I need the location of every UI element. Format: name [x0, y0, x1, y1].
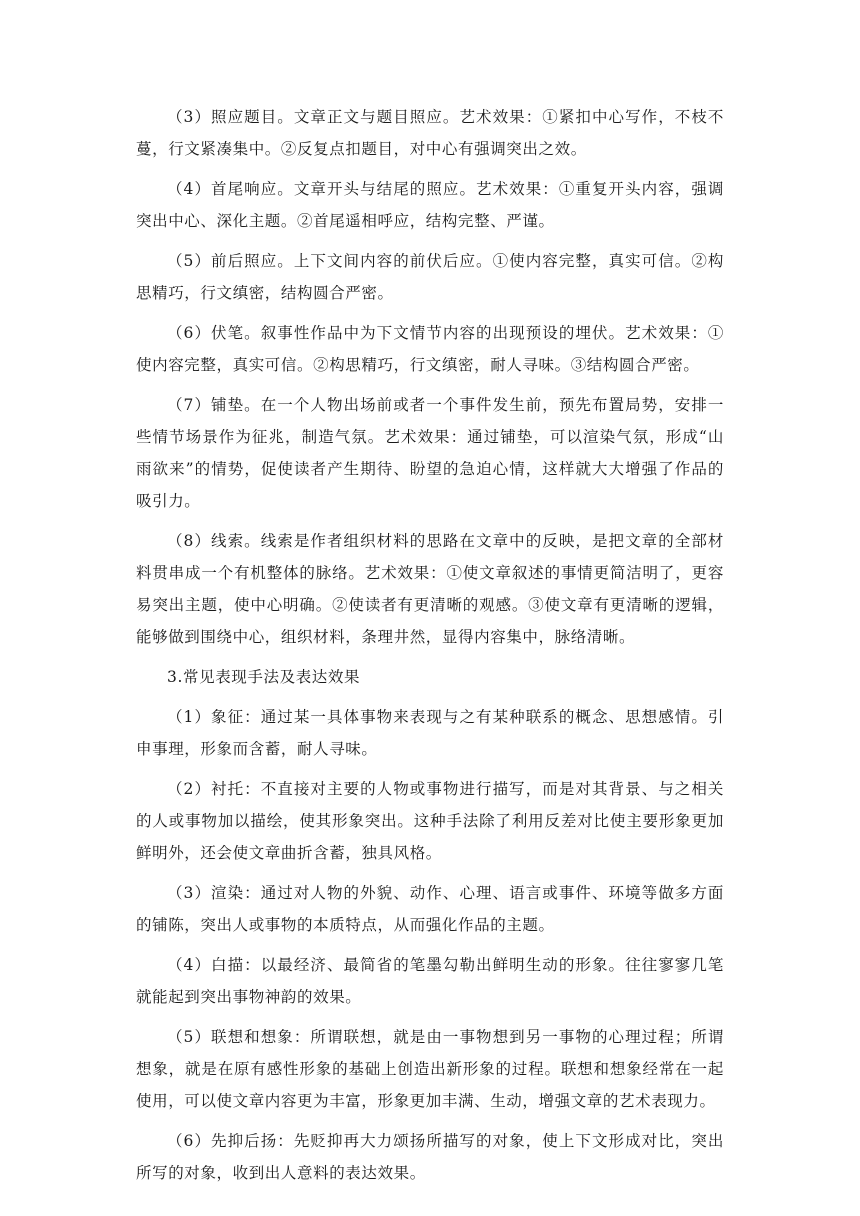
paragraph-clue: （8）线索。线索是作者组织材料的思路在文章中的反映，是把文章的全部材料贯串成一个有机整体的脉络。艺术效果：①使文章叙述的事情更简洁明了，更容易突出主题，使中心明确。②使读者有更清晰的观感。③使文章有更清晰的逻辑，能够做到围绕中心，组织材料，条理井然，显得内容集中，脉络清晰。	[136, 532, 724, 646]
paragraph-contrast: （2）衬托：不直接对主要的人物或事物进行描写，而是对其背景、与之相关的人或事物加以描绘，使其形象突出。这种手法除了利用反差对比使主要形象更加鲜明外，还会使文章曲折含蓄，独具风格。	[136, 780, 724, 862]
paragraph-suppress-then-praise: （6）先抑后扬：先贬抑再大力颂扬所描写的对象，使上下文形成对比，突出所写的对象，收到出人意料的表达效果。	[136, 1132, 724, 1182]
paragraph-line-drawing: （4）白描：以最经济、最简省的笔墨勾勒出鲜明生动的形象。往往寥寥几笔就能起到突出事物神韵的效果。	[136, 956, 724, 1006]
paragraph-head-tail-echo: （4）首尾响应。文章开头与结尾的照应。艺术效果：①重复开头内容，强调突出中心、深化主题。②首尾遥相呼应，结构完整、严谨。	[136, 180, 724, 230]
paragraph-echo-title: （3）照应题目。文章正文与题目照应。艺术效果：①紧扣中心写作，不枝不蔓，行文紧凑集中。②反复点扣题目，对中心有强调突出之效。	[136, 108, 724, 158]
document-body	[136, 101, 724, 1197]
paragraph-front-back-echo: （5）前后照应。上下文间内容的前伏后应。①使内容完整，真实可信。②构思精巧，行文缜密，结构圆合严密。	[136, 252, 724, 302]
section-heading: 3.常见表现手法及表达效果	[167, 668, 361, 686]
paragraph-foreshadowing: （6）伏笔。叙事性作品中为下文情节内容的出现预设的埋伏。艺术效果：①使内容完整，真实可信。②构思精巧，行文缜密，耐人寻味。③结构圆合严密。	[136, 324, 724, 374]
paragraph-rendering: （3）渲染：通过对人物的外貌、动作、心理、语言或事件、环境等做多方面的铺陈，突出人或事物的本质特点，从而强化作品的主题。	[136, 884, 724, 934]
paragraph-groundwork: （7）铺垫。在一个人物出场前或者一个事件发生前，预先布置局势，安排一些情节场景作为征兆，制造气氛。艺术效果：通过铺垫，可以渲染气氛，形成“山雨欲来”的情势，促使读者产生期待、盼望的急迫心情，这样就大大增强了作品的吸引力。	[136, 396, 724, 510]
paragraph-association-imagination: （5）联想和想象：所谓联想，就是由一事物想到另一事物的心理过程；所谓想象，就是在原有感性形象的基础上创造出新形象的过程。联想和想象经常在一起使用，可以使文章内容更为丰富，形象更加丰满、生动，增强文章的艺术表现力。	[136, 1028, 724, 1110]
paragraph-symbolism: （1）象征：通过某一具体事物来表现与之有某种联系的概念、思想感情。引申事理，形象而含蓄，耐人寻味。	[136, 708, 724, 758]
